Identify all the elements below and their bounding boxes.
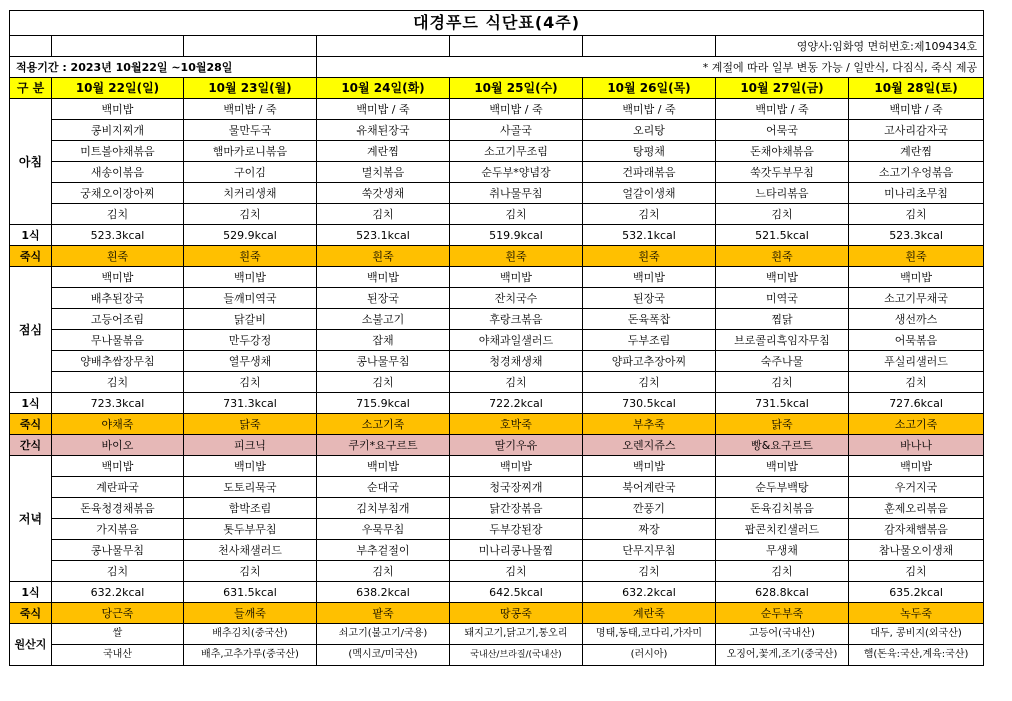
menu-item: 백미밥 bbox=[716, 456, 849, 477]
kcal-value: 523.3kcal bbox=[52, 225, 184, 246]
snack-item: 오렌지쥬스 bbox=[583, 435, 716, 456]
jook-item: 흰죽 bbox=[716, 246, 849, 267]
menu-item: 김치 bbox=[184, 561, 317, 582]
menu-item: 건파래볶음 bbox=[583, 162, 716, 183]
jook-item: 흰죽 bbox=[317, 246, 450, 267]
kcal-value: 727.6kcal bbox=[849, 393, 984, 414]
snack-item: 피크닉 bbox=[184, 435, 317, 456]
kcal-value: 521.5kcal bbox=[716, 225, 849, 246]
menu-item: 백미밥 bbox=[716, 267, 849, 288]
lunch-row bbox=[10, 288, 984, 309]
menu-item: 북어계란국 bbox=[583, 477, 716, 498]
menu-item: 김치 bbox=[849, 372, 984, 393]
menu-item: 청경채생채 bbox=[450, 351, 583, 372]
lunch-row bbox=[10, 351, 984, 372]
note-label: * 계절에 따라 일부 변동 가능 / 일반식, 다짐식, 죽식 제공 bbox=[317, 57, 984, 78]
origin-item: 햄(돈육:국산,계육:국산) bbox=[849, 645, 984, 666]
menu-item: 소고기무채국 bbox=[849, 288, 984, 309]
menu-item: 백미밥 bbox=[52, 267, 184, 288]
kcal-value: 722.2kcal bbox=[450, 393, 583, 414]
origin-item: 쇠고기(불고기/국용) bbox=[317, 624, 450, 645]
menu-item: 오리탕 bbox=[583, 120, 716, 141]
menu-item: 멸치볶음 bbox=[317, 162, 450, 183]
jook-item: 계란죽 bbox=[583, 603, 716, 624]
menu-item: 무나물볶음 bbox=[52, 330, 184, 351]
menu-item: 백미밥 bbox=[583, 267, 716, 288]
menu-item: 탕평채 bbox=[583, 141, 716, 162]
breakfast-row bbox=[10, 162, 984, 183]
kcal-value: 632.2kcal bbox=[52, 582, 184, 603]
kcal-value: 723.3kcal bbox=[52, 393, 184, 414]
menu-item: 백미밥 / 죽 bbox=[450, 99, 583, 120]
snack-item: 바이오 bbox=[52, 435, 184, 456]
menu-item: 감자채햄볶음 bbox=[849, 519, 984, 540]
menu-item: 순두부백탕 bbox=[716, 477, 849, 498]
lunch-row bbox=[10, 267, 984, 288]
menu-item: 함박조림 bbox=[184, 498, 317, 519]
menu-item: 도토리묵국 bbox=[184, 477, 317, 498]
breakfast-row bbox=[10, 141, 984, 162]
menu-item: 계란찜 bbox=[849, 141, 984, 162]
menu-item: 김치 bbox=[52, 204, 184, 225]
menu-item: 들깨미역국 bbox=[184, 288, 317, 309]
unit-label: 1식 bbox=[10, 582, 52, 603]
snack-row bbox=[10, 435, 984, 456]
menu-item: 구이김 bbox=[184, 162, 317, 183]
day-header: 10월 27일(금) bbox=[716, 78, 849, 99]
origin-item: (러시아) bbox=[583, 645, 716, 666]
menu-item: 김치 bbox=[450, 372, 583, 393]
origin-item: 배추,고추가루(중국산) bbox=[184, 645, 317, 666]
kcal-value: 731.3kcal bbox=[184, 393, 317, 414]
menu-item: 유채된장국 bbox=[317, 120, 450, 141]
kcal-value: 642.5kcal bbox=[450, 582, 583, 603]
menu-item: 백미밥 bbox=[317, 267, 450, 288]
menu-item: 백미밥 bbox=[583, 456, 716, 477]
menu-item: 계란찜 bbox=[317, 141, 450, 162]
origin-item: 쌀 bbox=[52, 624, 184, 645]
menu-item: 김치부침개 bbox=[317, 498, 450, 519]
kcal-value: 632.2kcal bbox=[583, 582, 716, 603]
menu-item: 계란파국 bbox=[52, 477, 184, 498]
breakfast-kcal-row bbox=[10, 225, 984, 246]
dinner-row bbox=[10, 540, 984, 561]
breakfast-row bbox=[10, 120, 984, 141]
menu-item: 가지볶음 bbox=[52, 519, 184, 540]
origin-item: (멕시코/미국산) bbox=[317, 645, 450, 666]
menu-item: 콩나물무침 bbox=[52, 540, 184, 561]
menu-item: 김치 bbox=[583, 372, 716, 393]
menu-item: 물만두국 bbox=[184, 120, 317, 141]
meal-label: 점심 bbox=[18, 322, 43, 337]
menu-item: 소고기우엉볶음 bbox=[849, 162, 984, 183]
menu-item: 잡채 bbox=[317, 330, 450, 351]
menu-item: 백미밥 bbox=[317, 456, 450, 477]
menu-item: 백미밥 bbox=[450, 456, 583, 477]
jook-item: 당근죽 bbox=[52, 603, 184, 624]
kcal-value: 638.2kcal bbox=[317, 582, 450, 603]
menu-item: 훈제오리볶음 bbox=[849, 498, 984, 519]
breakfast-label bbox=[10, 99, 52, 225]
menu-item: 닭갈비 bbox=[184, 309, 317, 330]
menu-item: 김치 bbox=[716, 561, 849, 582]
origin-item: 국내산/브라질/(국내산) bbox=[450, 645, 583, 666]
kcal-value: 635.2kcal bbox=[849, 582, 984, 603]
menu-item: 양배추쌈장무침 bbox=[52, 351, 184, 372]
menu-item: 쑥갓생채 bbox=[317, 183, 450, 204]
jook-item: 야채죽 bbox=[52, 414, 184, 435]
kcal-value: 731.5kcal bbox=[716, 393, 849, 414]
menu-item: 깐풍기 bbox=[583, 498, 716, 519]
jook-item: 순두부죽 bbox=[716, 603, 849, 624]
kcal-value: 532.1kcal bbox=[583, 225, 716, 246]
jook-label: 죽식 bbox=[10, 246, 52, 267]
menu-item: 미역국 bbox=[716, 288, 849, 309]
menu-item: 백미밥 / 죽 bbox=[317, 99, 450, 120]
menu-item: 치커리생채 bbox=[184, 183, 317, 204]
menu-item: 톳두부무침 bbox=[184, 519, 317, 540]
menu-item: 김치 bbox=[52, 561, 184, 582]
menu-item: 백미밥 / 죽 bbox=[849, 99, 984, 120]
dinner-jook-row bbox=[10, 603, 984, 624]
menu-item: 어묵볶음 bbox=[849, 330, 984, 351]
menu-item: 돈채야채볶음 bbox=[716, 141, 849, 162]
menu-item: 된장국 bbox=[317, 288, 450, 309]
kcal-value: 628.8kcal bbox=[716, 582, 849, 603]
day-header: 10월 23일(월) bbox=[184, 78, 317, 99]
menu-item: 된장국 bbox=[583, 288, 716, 309]
menu-item: 소불고기 bbox=[317, 309, 450, 330]
menu-item: 궁채오이장아찌 bbox=[52, 183, 184, 204]
breakfast-row bbox=[10, 99, 984, 120]
kcal-value: 730.5kcal bbox=[583, 393, 716, 414]
menu-item: 브로콜리흑임자무침 bbox=[716, 330, 849, 351]
snack-item: 빵&요구르트 bbox=[716, 435, 849, 456]
menu-item: 백미밥 bbox=[450, 267, 583, 288]
menu-item: 돈육청경채볶음 bbox=[52, 498, 184, 519]
menu-item: 청국장찌개 bbox=[450, 477, 583, 498]
meal-label: 아침 bbox=[18, 154, 43, 169]
menu-item: 백미밥 bbox=[52, 456, 184, 477]
jook-item: 닭죽 bbox=[184, 414, 317, 435]
period-label: 적용기간 : 2023년 10월22일 ~10월28일 bbox=[10, 57, 317, 78]
dinner-row bbox=[10, 498, 984, 519]
menu-item: 우묵무침 bbox=[317, 519, 450, 540]
menu-item: 김치 bbox=[450, 561, 583, 582]
menu-item: 김치 bbox=[450, 204, 583, 225]
menu-item: 야채과일샐러드 bbox=[450, 330, 583, 351]
menu-item: 백미밥 / 죽 bbox=[716, 99, 849, 120]
day-header: 10월 28일(토) bbox=[849, 78, 984, 99]
kcal-value: 523.1kcal bbox=[317, 225, 450, 246]
menu-item: 두부조림 bbox=[583, 330, 716, 351]
menu-item: 순대국 bbox=[317, 477, 450, 498]
jook-label: 죽식 bbox=[10, 603, 52, 624]
dinner-row bbox=[10, 561, 984, 582]
jook-item: 호박죽 bbox=[450, 414, 583, 435]
menu-item: 무생채 bbox=[716, 540, 849, 561]
day-header: 10월 26일(목) bbox=[583, 78, 716, 99]
menu-item: 고등어조림 bbox=[52, 309, 184, 330]
menu-item: 백미밥 / 죽 bbox=[583, 99, 716, 120]
dinner-row bbox=[10, 477, 984, 498]
menu-item: 잔치국수 bbox=[450, 288, 583, 309]
menu-item: 취나물무침 bbox=[450, 183, 583, 204]
menu-item: 후랑크볶음 bbox=[450, 309, 583, 330]
page-title: 대경푸드 식단표(4주) bbox=[10, 11, 984, 36]
kcal-value: 631.5kcal bbox=[184, 582, 317, 603]
menu-item: 돈육김치볶음 bbox=[716, 498, 849, 519]
origin-row bbox=[10, 645, 984, 666]
kcal-value: 523.3kcal bbox=[849, 225, 984, 246]
menu-item: 돈육폭찹 bbox=[583, 309, 716, 330]
jook-item: 녹두죽 bbox=[849, 603, 984, 624]
menu-item: 김치 bbox=[317, 372, 450, 393]
origin-item: 돼지고기,닭고기,통오리 bbox=[450, 624, 583, 645]
menu-item: 백미밥 bbox=[849, 456, 984, 477]
menu-item: 김치 bbox=[849, 561, 984, 582]
dinner-row bbox=[10, 456, 984, 477]
menu-item: 푸실리샐러드 bbox=[849, 351, 984, 372]
info-row bbox=[10, 36, 984, 57]
jook-item: 팥죽 bbox=[317, 603, 450, 624]
menu-item: 생선까스 bbox=[849, 309, 984, 330]
menu-item: 백미밥 bbox=[184, 267, 317, 288]
menu-item: 미트볼야채볶음 bbox=[52, 141, 184, 162]
jook-item: 닭죽 bbox=[716, 414, 849, 435]
menu-item: 참나물오이생채 bbox=[849, 540, 984, 561]
menu-item: 햄마카로니볶음 bbox=[184, 141, 317, 162]
jook-item: 흰죽 bbox=[450, 246, 583, 267]
menu-item: 닭간장볶음 bbox=[450, 498, 583, 519]
dinner-kcal-row bbox=[10, 582, 984, 603]
header-row bbox=[10, 78, 984, 99]
menu-item: 열무생채 bbox=[184, 351, 317, 372]
menu-item: 천사채샐러드 bbox=[184, 540, 317, 561]
unit-label: 1식 bbox=[10, 393, 52, 414]
menu-item: 순두부*양념장 bbox=[450, 162, 583, 183]
jook-item: 흰죽 bbox=[849, 246, 984, 267]
menu-item: 느타리볶음 bbox=[716, 183, 849, 204]
origin-item: 명태,동태,코다리,가자미 bbox=[583, 624, 716, 645]
menu-item: 김치 bbox=[716, 204, 849, 225]
meal-label: 저녁 bbox=[18, 511, 43, 526]
header-label: 구 분 bbox=[10, 78, 52, 99]
menu-item: 콩나물무침 bbox=[317, 351, 450, 372]
kcal-value: 715.9kcal bbox=[317, 393, 450, 414]
dinner-row bbox=[10, 519, 984, 540]
jook-item: 들깨죽 bbox=[184, 603, 317, 624]
day-header: 10월 25일(수) bbox=[450, 78, 583, 99]
menu-item: 새송이볶음 bbox=[52, 162, 184, 183]
origin-item: 대두, 콩비지(외국산) bbox=[849, 624, 984, 645]
breakfast-jook-row bbox=[10, 246, 984, 267]
snack-item: 딸기우유 bbox=[450, 435, 583, 456]
menu-item: 고사리감자국 bbox=[849, 120, 984, 141]
jook-item: 땅콩죽 bbox=[450, 603, 583, 624]
menu-item: 김치 bbox=[583, 561, 716, 582]
menu-item: 양파고추장아찌 bbox=[583, 351, 716, 372]
menu-item: 김치 bbox=[317, 561, 450, 582]
day-header: 10월 22일(일) bbox=[52, 78, 184, 99]
menu-item: 두부강된장 bbox=[450, 519, 583, 540]
menu-item: 김치 bbox=[184, 204, 317, 225]
kcal-value: 519.9kcal bbox=[450, 225, 583, 246]
jook-item: 흰죽 bbox=[583, 246, 716, 267]
menu-item: 쑥갓두부무침 bbox=[716, 162, 849, 183]
menu-item: 백미밥 bbox=[849, 267, 984, 288]
menu-item: 김치 bbox=[52, 372, 184, 393]
menu-item: 배추된장국 bbox=[52, 288, 184, 309]
snack-item: 쿠키*요구르트 bbox=[317, 435, 450, 456]
menu-item: 우거지국 bbox=[849, 477, 984, 498]
menu-table bbox=[9, 10, 984, 666]
lunch-row bbox=[10, 372, 984, 393]
menu-item: 짜장 bbox=[583, 519, 716, 540]
jook-item: 흰죽 bbox=[184, 246, 317, 267]
lunch-label bbox=[10, 267, 52, 393]
menu-item: 찜닭 bbox=[716, 309, 849, 330]
lunch-jook-row bbox=[10, 414, 984, 435]
period-row bbox=[10, 57, 984, 78]
menu-item: 미나리콩나물찜 bbox=[450, 540, 583, 561]
lunch-row bbox=[10, 309, 984, 330]
origin-item: 오징어,꽃게,조기(중국산) bbox=[716, 645, 849, 666]
jook-label: 죽식 bbox=[10, 414, 52, 435]
nutritionist-info: 영양사:임화영 면허번호:제109434호 bbox=[716, 36, 984, 57]
origin-item: 고등어(국내산) bbox=[716, 624, 849, 645]
menu-item: 단무지무침 bbox=[583, 540, 716, 561]
menu-item: 백미밥 / 죽 bbox=[184, 99, 317, 120]
dinner-label bbox=[10, 456, 52, 582]
menu-item: 김치 bbox=[184, 372, 317, 393]
menu-item: 팝콘치킨샐러드 bbox=[716, 519, 849, 540]
snack-item: 바나나 bbox=[849, 435, 984, 456]
breakfast-row bbox=[10, 204, 984, 225]
menu-item: 만두강정 bbox=[184, 330, 317, 351]
title-row bbox=[10, 11, 984, 36]
menu-item: 숙주나물 bbox=[716, 351, 849, 372]
origin-row bbox=[10, 624, 984, 645]
menu-item: 어묵국 bbox=[716, 120, 849, 141]
menu-item: 백미밥 bbox=[52, 99, 184, 120]
origin-item: 국내산 bbox=[52, 645, 184, 666]
menu-item: 미나리초무침 bbox=[849, 183, 984, 204]
kcal-value: 529.9kcal bbox=[184, 225, 317, 246]
jook-item: 흰죽 bbox=[52, 246, 184, 267]
menu-item: 백미밥 bbox=[184, 456, 317, 477]
menu-item: 김치 bbox=[583, 204, 716, 225]
jook-item: 소고기죽 bbox=[849, 414, 984, 435]
menu-item: 김치 bbox=[849, 204, 984, 225]
origin-item: 배추김치(중국산) bbox=[184, 624, 317, 645]
menu-item: 김치 bbox=[716, 372, 849, 393]
menu-item: 사골국 bbox=[450, 120, 583, 141]
breakfast-row bbox=[10, 183, 984, 204]
lunch-row bbox=[10, 330, 984, 351]
menu-item: 부추겉절이 bbox=[317, 540, 450, 561]
jook-item: 부추죽 bbox=[583, 414, 716, 435]
menu-item: 얼갈이생채 bbox=[583, 183, 716, 204]
origin-label: 원산지 bbox=[10, 624, 52, 666]
jook-item: 소고기죽 bbox=[317, 414, 450, 435]
menu-item: 김치 bbox=[317, 204, 450, 225]
day-header: 10월 24일(화) bbox=[317, 78, 450, 99]
snack-label: 간식 bbox=[10, 435, 52, 456]
unit-label: 1식 bbox=[10, 225, 52, 246]
lunch-kcal-row bbox=[10, 393, 984, 414]
menu-item: 소고기무조림 bbox=[450, 141, 583, 162]
menu-item: 콩비지찌개 bbox=[52, 120, 184, 141]
